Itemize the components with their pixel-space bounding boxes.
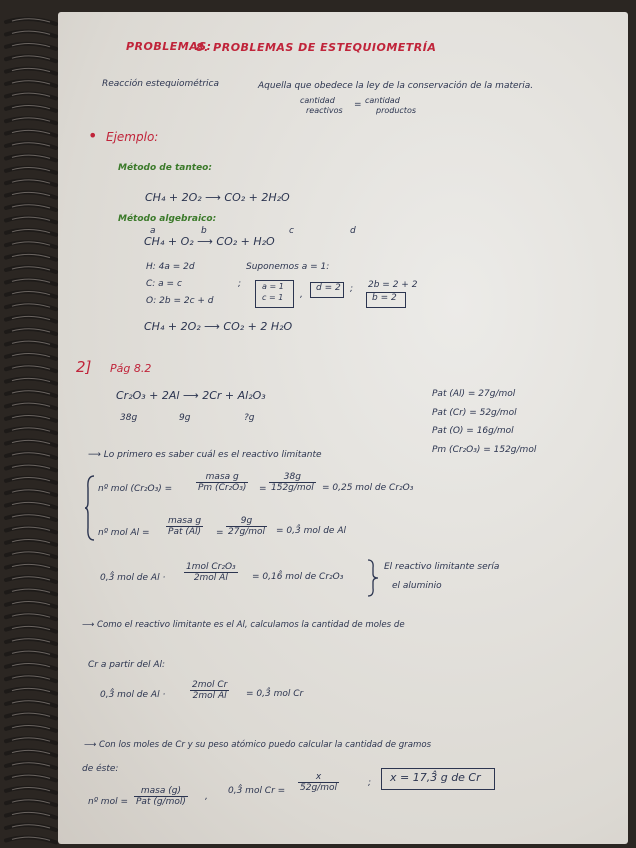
coef-a: a [150,226,156,236]
b-calculation: 2b = 2 + 2 [368,280,418,290]
fraction-6-den: 2mol Al [192,691,227,701]
algebraic-equation: CH₄ + O₂ ⟶ CO₂ + H₂O [144,235,275,248]
mass-al: 9g [179,413,191,423]
step3-line-1: ⟶ Con los moles de Cr y su peso atómico puedo calcular la cantidad de gramos [84,740,432,750]
fraction-3-num: masa g [168,516,202,526]
coef-c: c [289,226,294,236]
algebraic-label: Método algebraico: [118,214,217,224]
conclusion-line-2: el aluminio [392,581,442,591]
fraction-1-den: Pm (Cr₂O₃) [198,483,247,493]
fraction-8 [298,772,339,793]
fraction-2 [269,472,316,493]
problem-number: 2] [76,358,92,376]
step3-line-2: de éste: [82,764,119,774]
nmol-al-label: nº mol Al = [98,528,150,538]
coef-b: b [201,226,207,236]
coef-d: d [350,226,356,236]
pat-cr: Pat (Cr) = 52g/mol [432,408,517,418]
fraction-1-num: masa g [196,472,248,483]
pat-o: Pat (O) = 16g/mol [432,426,514,436]
result-2: = 0,3̂ mol de Al [276,526,346,536]
problem-page: Pág 8.2 [110,362,152,375]
fraction-7 [134,786,188,807]
definition-text: Aquella que obedece la ley de la conservación de la materia. [258,81,534,91]
fraction-4-num: 9g [226,516,267,527]
fraction-2-den: 152g/mol [271,483,314,493]
relation-left-top: cantidad [300,96,335,105]
fraction-6 [190,680,229,701]
fraction-3-den: Pat (Al) [168,527,202,537]
header-title: PROBLEMAS: [126,40,212,53]
definition-term: Reacción estequiométrica [102,79,219,89]
semicolon-separator: ; [368,778,372,788]
spiral-binding [0,0,58,848]
mass-cr2o3: 38g [120,413,138,423]
tanteo-equation: CH₄ + 2O₂ ⟶ CO₂ + 2H₂O [145,191,290,204]
relation-right-bottom: productos [376,106,417,115]
final-equation: CH₄ + 2O₂ ⟶ CO₂ + 2 H₂O [144,320,293,333]
fraction-2-num: 38g [269,472,316,483]
example-bullet: • [88,126,98,145]
step1-text: ⟶ Lo primero es saber cuál es el reactivo limitante [88,450,322,460]
fraction-7-den: Pat (g/mol) [136,797,186,807]
tanteo-label: Método de tanteo: [118,163,212,173]
fraction-8-den: 52g/mol [300,783,337,793]
relation-right-top: cantidad [365,96,400,105]
result-3: = 0,16̂ mol de Cr₂O₃ [252,572,344,582]
carbon-equation: C: a = c [146,279,182,289]
step2-line-2: Cr a partir del Al: [88,660,166,670]
step2-line-1: ⟶ Como el reactivo limitante es el Al, calculamos la cantidad de moles de [82,620,405,630]
comma-separator: , [205,792,208,802]
fraction-7-num: masa (g) [134,786,188,797]
oxygen-equation: O: 2b = 2c + d [146,296,214,306]
mass-cr: ?g [244,413,255,423]
fraction-6-num: 2mol Cr [192,680,228,690]
box-b: b = 2 [372,293,397,303]
suppose-text: Suponemos a = 1: [246,262,330,272]
conclusion-line-1: El reactivo limitante sería [384,562,500,572]
nmol-label: nº mol = [88,797,128,807]
box-d: d = 2 [316,283,341,293]
box-a: a = 1 [262,282,284,291]
fraction-5-den: 2mol Al [193,573,228,583]
box-c: c = 1 [262,293,284,302]
fraction-5 [184,562,238,583]
separator-3: ; [350,284,354,294]
left-brace [84,474,96,542]
example-label: Ejemplo: [106,130,159,144]
calc3-prefix: 0,3̂ mol de Al · [100,573,166,583]
separator-2: , [300,290,303,300]
pm-cr2o3: Pm (Cr₂O₃) = 152g/mol [432,445,537,455]
hydrogen-equation: H: 4a = 2d [146,262,195,272]
separator-1: ; [238,279,242,289]
result-1: = 0,25 mol de Cr₂O₃ [322,483,414,493]
problem-reaction: Cr₂O₃ + 2Al ⟶ 2Cr + Al₂O₃ [116,389,266,402]
fraction-5-num: 1mol Cr₂O₃ [186,562,236,572]
relation-left-bottom: reactivos [306,106,343,115]
fraction-1 [196,472,248,493]
fraction-4 [226,516,267,537]
answer-text: x = 17,3̂ g de Cr [390,771,481,784]
relation-equals: = [354,100,362,110]
calc4-prefix: 0,3̂ mol de Al · [100,690,166,700]
fraction-3 [166,516,203,537]
right-brace [366,558,380,598]
equals-2: = [216,528,224,538]
result-4: = 0,3̂ mol Cr [246,689,304,699]
calc5-prefix: 0,3̂ mol Cr = [228,786,286,796]
equals-1: = [259,484,267,494]
fraction-4-den: 27g/mol [228,527,265,537]
header-subtitle: 8. PROBLEMAS DE ESTEQUIOMETRÍA [196,41,437,54]
nmol-cr2o3-label: nº mol (Cr₂O₃) = [98,484,173,494]
fraction-8-num: x [298,772,339,783]
pat-al: Pat (Al) = 27g/mol [432,389,516,399]
